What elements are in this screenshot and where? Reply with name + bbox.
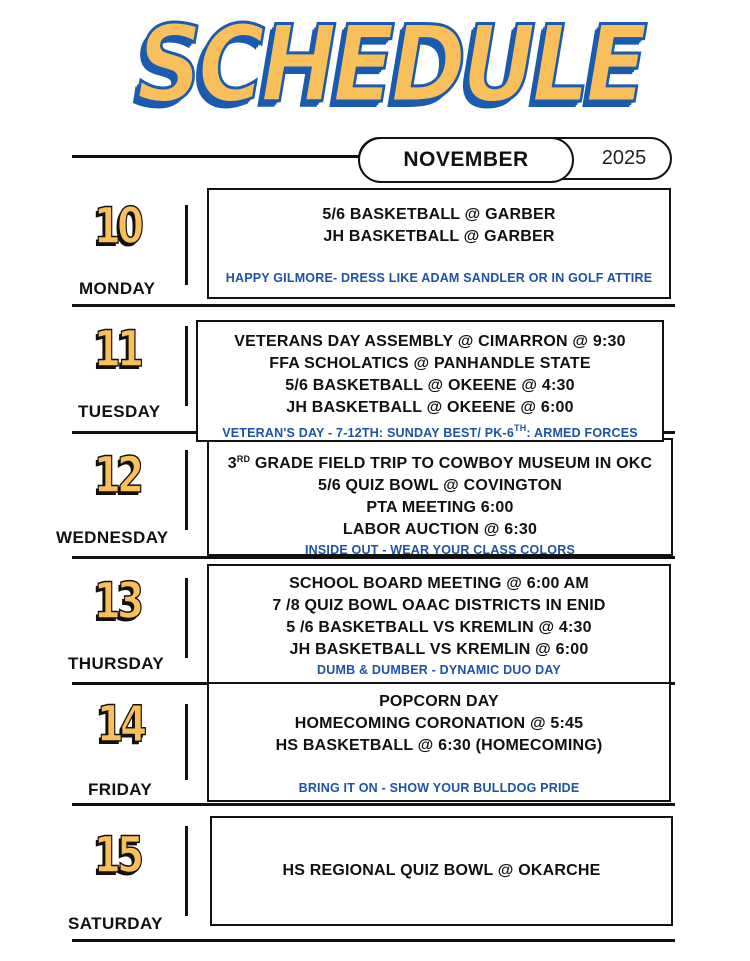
date-number: 11 [93,320,141,378]
date-number: 10 [93,197,141,255]
day-events-box [210,816,673,926]
day-events-box [207,188,671,299]
dress-theme-part: VETERAN'S DAY - 7-12TH: SUNDAY BEST/ PK-6 [222,426,515,440]
event-item: SCHOOL BOARD MEETING @ 6:00 AM [289,575,589,592]
vertical-divider [185,450,188,530]
date-number: 14 [96,695,144,753]
dress-theme [222,419,638,442]
event-item: HS REGIONAL QUIZ BOWL @ OKARCHE [282,862,601,879]
event-item [228,448,653,475]
event-item: FFA SCHOLATICS @ PANHANDLE STATE [269,355,591,372]
dress-theme: HAPPY GILMORE- DRESS LIKE ADAM SANDLER OR IN GOLF ATTIRE [225,271,653,285]
event-item: 5/6 QUIZ BOWL @ COVINGTON [317,477,563,494]
event-item: HOMECOMING CORONATION @ 5:45 [294,715,584,732]
dress-theme: INSIDE OUT - WEAR YOUR CLASS COLORS [305,543,575,557]
event-item: 7 /8 QUIZ BOWL OAAC DISTRICTS IN ENID [272,597,606,614]
day-events-box [207,564,671,684]
header-divider [72,155,368,158]
page-title: SCHEDULE [136,3,644,126]
event-item: LABOR AUCTION @ 6:30 [342,521,538,538]
event-item: 5/6 BASKETBALL @ OKEENE @ 4:30 [285,377,575,394]
vertical-divider [185,704,188,780]
weekday-label: TUESDAY [78,402,161,421]
dress-theme-part: : ARMED FORCES [526,426,638,440]
row-divider [72,939,675,942]
date-number: 13 [93,572,141,630]
date-number: 15 [93,826,141,884]
weekday-label: MONDAY [79,279,156,298]
event-item: POPCORN DAY [379,693,499,710]
vertical-divider [185,578,188,658]
row-divider [72,304,675,307]
weekday-label: THURSDAY [68,654,165,673]
dress-theme: BRING IT ON - SHOW YOUR BULLDOG PRIDE [298,781,580,795]
event-part: GRADE FIELD TRIP TO COWBOY MUSEUM IN OKC [250,455,653,472]
vertical-divider [185,326,188,406]
day-events-box [207,682,671,802]
dress-theme-superscript: TH [514,423,527,433]
weekday-label: SATURDAY [68,914,163,933]
event-superscript: RD [236,454,251,464]
event-item: VETERANS DAY ASSEMBLY @ CIMARRON @ 9:30 [234,333,626,350]
event-item: 5/6 BASKETBALL @ GARBER [322,206,556,223]
month-label: NOVEMBER [358,137,574,183]
day-events-box [196,320,664,442]
day-events-box [207,438,673,556]
event-item: JH BASKETBALL @ GARBER [323,228,555,245]
event-item: JH BASKETBALL VS KREMLIN @ 6:00 [289,641,589,658]
date-number: 12 [93,446,141,504]
event-item: PTA MEETING 6:00 [366,499,514,516]
event-item: 5 /6 BASKETBALL VS KREMLIN @ 4:30 [286,619,592,636]
weekday-label: FRIDAY [88,780,153,799]
event-part: 3 [227,455,237,472]
row-divider [72,803,675,806]
vertical-divider [185,205,188,285]
event-item: HS BASKETBALL @ 6:30 (HOMECOMING) [275,737,603,754]
weekday-label: WEDNESDAY [56,528,169,547]
vertical-divider [185,826,188,916]
year-label: 2025 [601,147,647,169]
dress-theme: DUMB & DUMBER - DYNAMIC DUO DAY [317,663,561,677]
event-item: JH BASKETBALL @ OKEENE @ 6:00 [286,399,574,416]
